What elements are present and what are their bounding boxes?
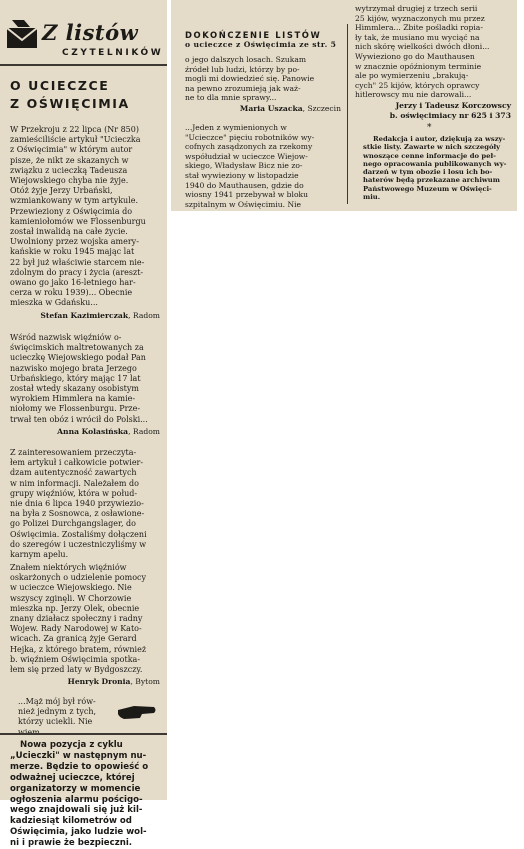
header-rule [0, 64, 167, 66]
editorial-note: Redakcja i autor, dziękują za wszy- stkie listy. Zawarte w nich szczegóły wnoszące cenne informacje do peł- nego opracowania publikowanych wy- darzeń w tym obozie i losu ich bo- haterów będą przekazane archiwum Państwowego Muzeum w Oświęci- miu. [363, 135, 507, 202]
separator-star: * [427, 123, 432, 133]
letter-3-body: Z zainteresowaniem przeczyta- łem artykuł i całkowicie potwier- dzam autentyczność zawartych w nim informacji. Należałem do grupy więźniów, która w połud- nie dnia 6 lipca 1940 przywiezio- na była z Sosnowca, z osławione- go Polizei Durchgangslager, do Oświęcimia. Zostaliśmy dołączeni do szeregów i uczestniczyliśmy w karnym apelu. [10, 448, 147, 560]
left-clipping [0, 0, 167, 849]
letter-2-body: Wśród nazwisk więźniów o- święcimskich maltretowanych za ucieczkę Wiejowskiego podał Pan nazwisko mojego brata Jerzego Urbańskiego, który mając 17 lat został wtedy skazany osobistym wyrokiem Himmlera na kamie- niołomy we Flossenburgu. Prze- trwał ten obóz i wrócił do Polski... [10, 333, 148, 424]
article-title-line2: Z OŚWIĘCIMIA [10, 96, 130, 111]
continuation-col1-part1: o jego dalszych losach. Szukam źródeł lub ludzi, którzy by po- mogli mi dowiedzieć się. Panowie na pewno zrozumieją jak waż- ne to dla mnie sprawy... [185, 55, 315, 103]
continuation-subtitle: o ucieczce z Oświęcimia ze str. 5 [185, 40, 337, 49]
continuation-col2-signature: Jerzy i Tadeusz Korczowscy b. oświęcimiacy nr 625 i 373 [389, 101, 511, 120]
right-clipping [171, 0, 517, 211]
envelope-logo [4, 18, 42, 52]
letter-4-body: Znałem niektórych więźniów oskarżonych o udzielenie pomocy w ucieczce Wiejowskiego. Nie wszyscy zginęli. W Chorzowie mieszka np. Jerzy Olek, obecnie znany działacz społeczny i radny Wojew. Rady Narodowej w Kato- wicach. Za granicą żyje Gerard Hejka, z którego bratem, również b. więźniem Oświęcimia spotka- łem się przed laty w Bydgoszczy. [10, 563, 147, 675]
continuation-col1-signature: Maria Uszacka, Szczecin [239, 104, 341, 113]
letter-1-signature: Stefan Kazimierczak, Radom [40, 311, 160, 320]
letter-5-body: ...Mąż mój był rów- nież jednym z tych, którzy uciekli. Nie [18, 697, 97, 727]
promo-body: Nowa pozycja z cyklu „Ucieczki" w następnym nu- merze. Będzie to opowieść o odważnej ucieczce, której organizatorzy w momencie ogłoszenia alarmu pościgo- wego znajdowali się już kil- kadziesiąt kilometrów od Oświęcimia, jako ludzie wol- ni i prawie że bezpieczni. [10, 740, 149, 849]
letter-1-body: W Przekroju z 22 lipca (Nr 850) zamieściliście artykuł "Ucieczka z Oświęcimia" w którym autor pisze, że nikt ze skazanych w związku z ucieczką Tadeusza Wiejowskiego chyba nie żyje. Otóż żyje Jerzy Urbański, wzmiankowany w tym artykule. Przewieziony z Oświęcimia do kamieniołomów we Flossenburgu został inwalidą na całe życie. Uwolniony przez wojska amery- kańskie w roku 1945 mając lat 22 był już właściwie starcem nie- zdolnym do pracy i życia (areszt- owano go jako 16-letniego har- cerza w roku 1939)... Obecnie mieszka w Gdańsku... [10, 125, 146, 308]
continuation-col2-part1: wytrzymał drugiej z trzech serii 25 kijów, wyznaczonych mu przez Himmlera... Zbite pośladki ropia- ły tak, że musiano mu wyciąć na nich skórę wielkości dwóch dłoni... Wywieziono go do Mauthausen w znacznie opóźnionym terminie ale po wymierzeniu „brakują- cych" 25 kijów, których oprawcy hitlerowscy mu nie darowali... [355, 4, 490, 100]
continuation-title: DOKOŃCZENIE LISTÓW [185, 30, 322, 40]
pointing-hand-icon [116, 702, 158, 722]
article-title-line1: O UCIECZCE [10, 78, 110, 93]
letter-2-signature: Anna Kolasińska, Radom [57, 427, 160, 436]
column-header-sub: CZYTELNIKÓW [62, 48, 164, 58]
letter-4-signature: Henryk Dronia, Bytom [67, 677, 160, 686]
column-header-script: Z listów [42, 20, 139, 45]
continuation-col1-part2: ...Jeden z wymienionych w "Ucieczce" pięciu robotników wy- cofnych zasądzonych za rzekomy współudział w ucieczce Wiejow- skiego, Władysław Bicz nie zo- stał wywieziony w listopadzie 1940 do Mauthausen, gdzie do wiosny 1941 przebywał w bloku szpitalnym w Oświęcimiu. Nie [185, 123, 315, 209]
promo-rule [0, 733, 167, 735]
column-divider [347, 24, 348, 204]
